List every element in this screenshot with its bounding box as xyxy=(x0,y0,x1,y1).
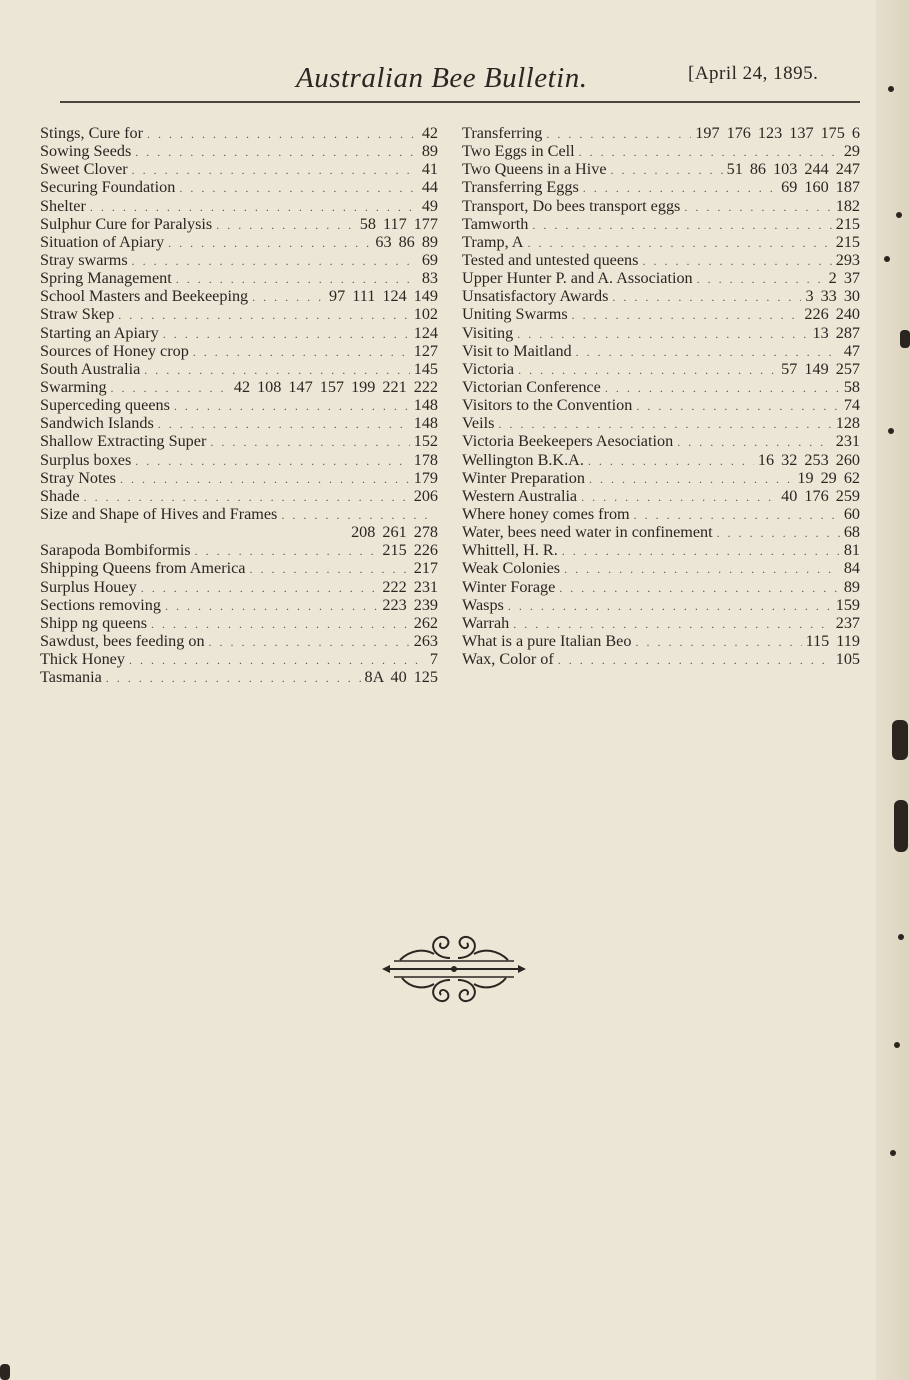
index-entry xyxy=(462,360,860,378)
index-entry xyxy=(40,614,438,632)
dot-leader xyxy=(589,470,793,488)
dot-leader xyxy=(216,216,356,234)
paper-speck xyxy=(888,86,894,92)
index-term: Sarapoda Bombiformis xyxy=(40,541,191,560)
header-rule xyxy=(60,101,860,103)
dot-leader xyxy=(634,506,840,524)
index-pages: 58 117 177 xyxy=(359,214,438,233)
index-pages: 29 xyxy=(843,142,860,161)
dot-leader xyxy=(135,143,418,161)
dot-leader xyxy=(111,379,230,397)
index-entry xyxy=(462,378,860,396)
index-term: Weak Colonies xyxy=(462,559,561,578)
index-pages: 16 32 253 260 xyxy=(757,450,860,469)
index-term: Shipp ng queens xyxy=(40,613,148,632)
page-title: Australian Bee Bulletin. xyxy=(296,62,588,94)
index-pages: 179 xyxy=(413,468,438,487)
index-term: Transferring xyxy=(462,124,543,142)
index-term: Two Eggs in Cell xyxy=(462,142,575,161)
dot-leader xyxy=(120,470,410,488)
index-pages: 74 xyxy=(843,396,860,415)
dot-leader xyxy=(612,288,801,306)
dot-leader xyxy=(168,234,371,252)
index-term: Transferring Eggs xyxy=(462,178,579,197)
dot-leader xyxy=(176,270,418,288)
index-entry xyxy=(462,269,860,287)
index-entry xyxy=(40,632,438,650)
index-pages: 222 231 xyxy=(382,577,438,596)
index-pages: 223 239 xyxy=(382,595,438,614)
index-entry xyxy=(40,432,438,450)
index-term: Uniting Swarms xyxy=(462,305,568,324)
index-entry xyxy=(40,160,438,178)
index-term: Sections removing xyxy=(40,595,161,614)
index-entry xyxy=(462,578,860,596)
index-entry xyxy=(40,596,438,614)
index-pages: 124 xyxy=(413,323,438,342)
dot-leader xyxy=(165,597,378,615)
paper-speck xyxy=(0,1364,10,1380)
index-pages: 69 160 187 xyxy=(781,178,860,197)
index-entry xyxy=(40,541,438,559)
index-pages: 49 xyxy=(421,196,438,215)
index-pages: 263 xyxy=(413,631,438,650)
index-pages: 231 xyxy=(835,432,860,451)
index-entry xyxy=(462,287,860,305)
index-term: Tamworth xyxy=(462,214,529,233)
index-entry xyxy=(462,414,860,432)
index-entry xyxy=(40,414,438,432)
index-term: What is a pure Italian Beo xyxy=(462,631,632,650)
index-entry xyxy=(40,215,438,233)
dot-leader xyxy=(532,216,831,234)
index-term: Swarming xyxy=(40,377,107,396)
index-entry xyxy=(40,451,438,469)
index-entry xyxy=(462,469,860,487)
index-pages: 57 149 257 xyxy=(781,359,860,378)
index-pages: 19 29 62 xyxy=(797,468,860,487)
index-entry xyxy=(462,197,860,215)
index-pages: 51 86 103 244 247 xyxy=(726,160,860,179)
index-pages: 58 xyxy=(843,377,860,396)
index-entry xyxy=(40,305,438,323)
dot-leader xyxy=(193,343,410,361)
index-entry xyxy=(40,251,438,269)
index-term: School Masters and Beekeeping xyxy=(40,287,249,306)
index-pages: 215 226 xyxy=(382,541,438,560)
paper-speck xyxy=(894,800,908,852)
index-pages: 215 xyxy=(835,232,860,251)
index-entry xyxy=(462,233,860,251)
index-entry xyxy=(40,287,438,305)
index-term: Transport, Do bees transport eggs xyxy=(462,196,681,215)
index-pages: 81 xyxy=(843,541,860,560)
dot-leader xyxy=(581,488,777,506)
index-entry xyxy=(462,541,860,559)
index-entry xyxy=(40,178,438,196)
dot-leader xyxy=(518,361,777,379)
index-entry xyxy=(40,378,438,396)
dot-leader xyxy=(605,379,840,397)
index-entry xyxy=(462,305,860,323)
index-entry xyxy=(40,360,438,378)
dot-leader xyxy=(106,669,361,687)
dot-leader xyxy=(135,452,409,470)
dot-leader xyxy=(249,560,409,578)
index-pages: 97 111 124 149 xyxy=(329,287,438,306)
index-term: Sweet Clover xyxy=(40,160,128,179)
index-pages: 60 xyxy=(843,504,860,523)
index-term: Sulphur Cure for Paralysis xyxy=(40,214,213,233)
index-pages: 69 xyxy=(421,250,438,269)
index-term: Stings, Cure for xyxy=(40,124,143,142)
dot-leader xyxy=(562,542,840,560)
index-pages: 215 xyxy=(835,214,860,233)
index-entry xyxy=(40,668,438,686)
index-term: Victorian Conference xyxy=(462,377,601,396)
index-term: Situation of Apiary xyxy=(40,232,165,251)
issue-date: [April 24, 1895. xyxy=(688,63,819,84)
index-entry xyxy=(40,650,438,668)
index-term: Winter Forage xyxy=(462,577,556,596)
dot-leader xyxy=(642,252,831,270)
index-term: Tested and untested queens xyxy=(462,250,639,269)
index-term: Upper Hunter P. and A. Association xyxy=(462,269,693,288)
dot-leader xyxy=(508,597,832,615)
index-pages: 47 xyxy=(843,341,860,360)
index-pages: 127 xyxy=(413,341,438,360)
dot-leader xyxy=(132,161,418,179)
index-entry xyxy=(40,469,438,487)
index-entry xyxy=(462,160,860,178)
index-entry xyxy=(40,142,438,160)
index-term: Western Australia xyxy=(462,486,578,505)
index-term: Unsatisfactory Awards xyxy=(462,287,609,306)
index-entry xyxy=(40,324,438,342)
index-entry xyxy=(40,559,438,577)
dot-leader xyxy=(147,125,418,143)
index-term: Starting an Apiary xyxy=(40,323,159,342)
dot-leader xyxy=(559,579,840,597)
dot-leader xyxy=(252,288,325,306)
dot-leader xyxy=(90,198,418,216)
index-term: Where honey comes from xyxy=(462,504,630,523)
index-pages: 40 176 259 xyxy=(781,486,860,505)
index-term: Securing Foundation xyxy=(40,178,176,197)
index-pages: 42 xyxy=(421,124,438,142)
index-pages: 102 xyxy=(413,305,438,324)
dot-leader xyxy=(129,651,426,669)
dot-leader xyxy=(195,542,379,560)
index-pages: 152 xyxy=(413,432,438,451)
index-pages: 128 xyxy=(835,414,860,433)
index-term: Two Queens in a Hive xyxy=(462,160,607,179)
paper-speck xyxy=(896,212,902,218)
dot-leader xyxy=(576,343,840,361)
index-term: Spring Management xyxy=(40,269,172,288)
index-term: Veils xyxy=(462,414,495,433)
dot-leader xyxy=(635,633,801,651)
index-term: Thick Honey xyxy=(40,650,125,669)
index-entry xyxy=(462,505,860,523)
index-pages: 68 xyxy=(843,523,860,542)
dot-leader xyxy=(717,524,840,542)
index-term: Straw Skep xyxy=(40,305,115,324)
index-entry xyxy=(462,324,860,342)
dot-leader xyxy=(579,143,840,161)
paper-speck xyxy=(894,1042,900,1048)
index-term: Stray swarms xyxy=(40,250,128,269)
index-entry xyxy=(462,142,860,160)
index-entry xyxy=(462,596,860,614)
index-pages: 148 xyxy=(413,396,438,415)
dot-leader xyxy=(498,415,831,433)
index-term: Tramp, A xyxy=(462,232,524,251)
index-pages: 8A 40 125 xyxy=(364,668,438,687)
index-entry xyxy=(40,342,438,360)
dot-leader xyxy=(281,506,434,524)
index-term: Sowing Seeds xyxy=(40,142,132,161)
paper-speck xyxy=(900,330,910,348)
index-pages: 7 xyxy=(429,650,438,669)
index-entry xyxy=(40,505,438,523)
index-entry xyxy=(462,487,860,505)
index-pages: 206 xyxy=(413,486,438,505)
dot-leader xyxy=(588,452,754,470)
index-term: Sawdust, bees feeding on xyxy=(40,631,205,650)
index-pages: 63 86 89 xyxy=(375,232,438,251)
paper-speck xyxy=(888,428,894,434)
paper-speck xyxy=(898,934,904,940)
index-term: Surplus Houey xyxy=(40,577,137,596)
index-entry xyxy=(40,269,438,287)
dot-leader xyxy=(151,615,410,633)
index-term: Surplus boxes xyxy=(40,450,132,469)
index-term: Winter Preparation xyxy=(462,468,585,487)
index-pages: 84 xyxy=(843,559,860,578)
dot-leader xyxy=(527,234,831,252)
index-entry xyxy=(40,396,438,414)
index-pages-continuation: 208 261 278 xyxy=(351,523,438,542)
dot-leader xyxy=(144,361,409,379)
index-entry xyxy=(40,487,438,505)
index-entry xyxy=(462,559,860,577)
index-pages: 197 176 123 137 175 6 xyxy=(695,124,860,142)
index-entry xyxy=(40,578,438,596)
index-term: Visitors to the Convention xyxy=(462,396,633,415)
index-entry xyxy=(462,342,860,360)
dot-leader xyxy=(209,633,410,651)
dot-leader xyxy=(210,433,409,451)
index-term: Victoria Beekeepers Aesociation xyxy=(462,432,674,451)
index-pages: 262 xyxy=(413,613,438,632)
dot-leader xyxy=(684,198,831,216)
dot-leader xyxy=(141,579,379,597)
index-term: Shipping Queens from America xyxy=(40,559,246,578)
index-entry xyxy=(462,251,860,269)
index-pages: 2 37 xyxy=(828,269,860,288)
index-term: Superceding queens xyxy=(40,396,170,415)
index-entry xyxy=(462,124,860,142)
index-pages: 145 xyxy=(413,359,438,378)
dot-leader xyxy=(564,560,840,578)
index-term: Visiting xyxy=(462,323,514,342)
index-term: Size and Shape of Hives and Frames xyxy=(40,504,278,523)
index-entry xyxy=(462,215,860,233)
dot-leader xyxy=(558,651,832,669)
index-entry xyxy=(462,632,860,650)
index-term: Visit to Maitland xyxy=(462,341,572,360)
index-entry xyxy=(40,197,438,215)
index-pages: 115 119 xyxy=(805,631,860,650)
index-entry xyxy=(462,396,860,414)
index-pages: 41 xyxy=(421,160,438,179)
index-entry xyxy=(462,451,860,469)
index-term: Sources of Honey crop xyxy=(40,341,189,360)
index-entry xyxy=(462,432,860,450)
index-entry xyxy=(462,523,860,541)
dot-leader xyxy=(517,325,808,343)
dot-leader xyxy=(179,179,417,197)
index-pages: 148 xyxy=(413,414,438,433)
dot-leader xyxy=(158,415,410,433)
index-entry xyxy=(40,233,438,251)
index-pages: 182 xyxy=(835,196,860,215)
index-pages: 237 xyxy=(835,613,860,632)
index-term: Water, bees need water in confinement xyxy=(462,523,713,542)
index-pages: 89 xyxy=(843,577,860,596)
index-pages: 105 xyxy=(835,650,860,669)
index-pages: 178 xyxy=(413,450,438,469)
index-pages: 44 xyxy=(421,178,438,197)
paper-speck xyxy=(892,720,908,760)
index-entry xyxy=(462,614,860,632)
dot-leader xyxy=(174,397,410,415)
index-pages: 13 287 xyxy=(812,323,860,342)
index-entry xyxy=(40,124,438,142)
dot-leader xyxy=(611,161,723,179)
dot-leader xyxy=(636,397,839,415)
index-term: Wasps xyxy=(462,595,504,614)
index-entry xyxy=(462,178,860,196)
index-term: Wellington B.K.A. xyxy=(462,450,584,469)
index-entry xyxy=(462,650,860,668)
index-term: Tasmania xyxy=(40,668,102,687)
page-edge xyxy=(876,0,910,1380)
paper-speck xyxy=(884,256,890,262)
index-column-left xyxy=(40,124,438,686)
dot-leader xyxy=(572,306,801,324)
ornament-divider xyxy=(380,928,528,1010)
index-pages: 217 xyxy=(413,559,438,578)
dot-leader xyxy=(583,179,777,197)
dot-leader xyxy=(163,325,410,343)
index-pages: 226 240 xyxy=(804,305,860,324)
index-term: Whittell, H. R. xyxy=(462,541,558,560)
index-term: Victoria xyxy=(462,359,515,378)
index-pages: 42 108 147 157 199 221 222 xyxy=(233,377,438,396)
dot-leader xyxy=(546,125,691,143)
index-term: Shallow Extracting Super xyxy=(40,432,207,451)
index-term: Wax, Color of xyxy=(462,650,554,669)
paper-speck xyxy=(890,1150,896,1156)
index-pages: 83 xyxy=(421,269,438,288)
index-term: Sandwich Islands xyxy=(40,414,154,433)
index-pages: 293 xyxy=(835,250,860,269)
index-pages: 89 xyxy=(421,142,438,161)
dot-leader xyxy=(513,615,831,633)
dot-leader xyxy=(132,252,418,270)
index-pages: 159 xyxy=(835,595,860,614)
index-pages: 3 33 30 xyxy=(805,287,860,306)
dot-leader xyxy=(118,306,410,324)
index-term: Warrah xyxy=(462,613,510,632)
index-term: Stray Notes xyxy=(40,468,116,487)
dot-leader xyxy=(697,270,825,288)
index-term: South Australia xyxy=(40,359,141,378)
index-term: Shade xyxy=(40,486,80,505)
index-column-right xyxy=(462,124,860,668)
dot-leader xyxy=(84,488,410,506)
dot-leader xyxy=(677,433,832,451)
index-term: Shelter xyxy=(40,196,86,215)
